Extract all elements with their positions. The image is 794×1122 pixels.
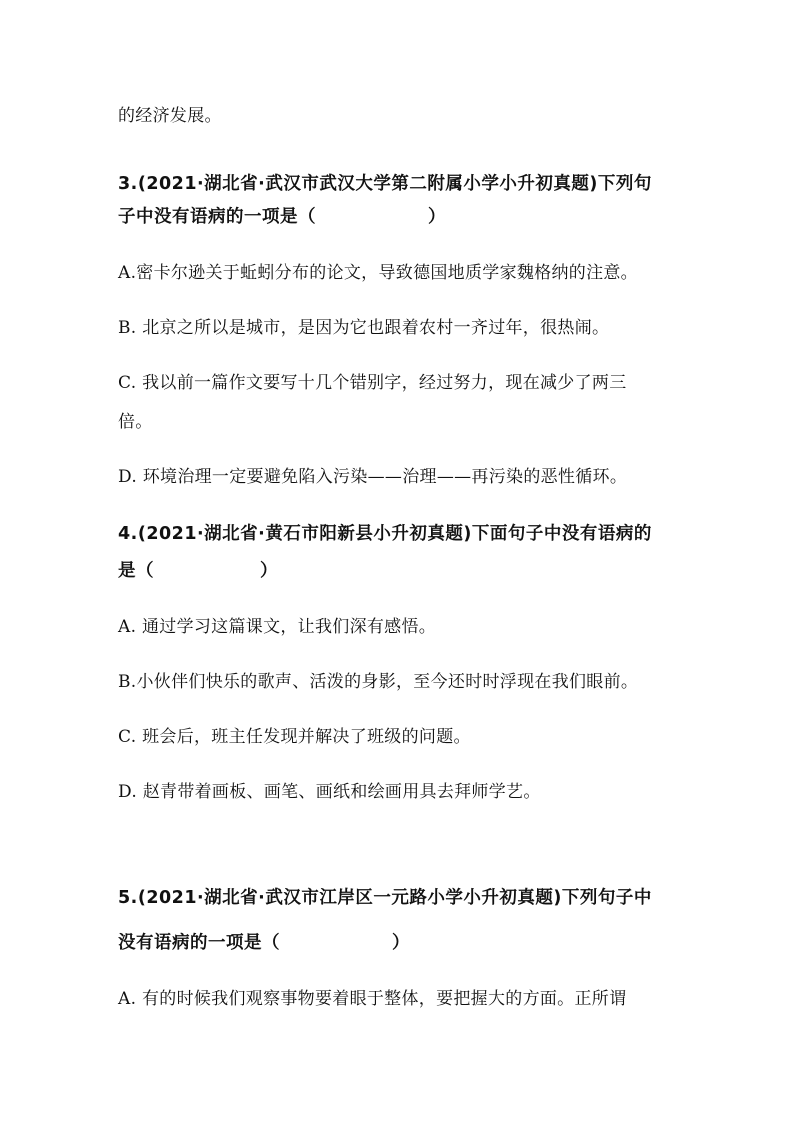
text-line-continuation: 的经济发展。 xyxy=(118,106,222,126)
question-3-stem-text: 子中没有语病的一项是（ xyxy=(118,207,316,227)
question-3-close-paren: ） xyxy=(428,207,446,227)
question-4-stem-line-2 xyxy=(118,559,718,583)
question-4-option-c: C. 班会后，班主任发现并解决了班级的问题。 xyxy=(118,727,471,747)
question-4-close-paren: ） xyxy=(260,561,278,581)
question-5-close-paren: ） xyxy=(392,933,410,953)
question-5-option-a: A. 有的时候我们观察事物要着眼于整体，要把握大的方面。正所谓 xyxy=(118,989,627,1009)
question-3-option-a: A.密卡尔逊关于蚯蚓分布的论文，导致德国地质学家魏格纳的注意。 xyxy=(118,263,638,283)
question-3-option-d: D. 环境治理一定要避免陷入污染——治理——再污染的恶性循环。 xyxy=(118,467,628,487)
question-3-option-c-line-2: 倍。 xyxy=(118,412,153,432)
question-4-option-b: B.小伙伴们快乐的歌声、活泼的身影，至今还时时浮现在我们眼前。 xyxy=(118,672,639,692)
question-3-option-c-line-1: C. 我以前一篇作文要写十几个错别字，经过努力，现在减少了两三 xyxy=(118,373,627,393)
question-5-stem-text: 没有语病的一项是（ xyxy=(118,933,280,953)
question-3-stem-line-1: 3.(2021·湖北省·武汉市武汉大学第二附属小学小升初真题)下列句 xyxy=(118,174,652,194)
question-4-option-d: D. 赵青带着画板、画笔、画纸和绘画用具去拜师学艺。 xyxy=(118,782,541,802)
question-4-stem-text: 是（ xyxy=(118,561,154,581)
question-4-option-a: A. 通过学习这篇课文，让我们深有感悟。 xyxy=(118,617,437,637)
question-3-stem-line-2 xyxy=(118,205,718,229)
question-4-stem-line-1: 4.(2021·湖北省·黄石市阳新县小升初真题)下面句子中没有语病的 xyxy=(118,524,652,544)
question-3-option-b: B. 北京之所以是城市，是因为它也跟着农村一齐过年，很热闹。 xyxy=(118,318,610,338)
question-5-stem-line-2 xyxy=(118,931,718,955)
question-5-stem-line-1: 5.(2021·湖北省·武汉市江岸区一元路小学小升初真题)下列句子中 xyxy=(118,888,652,908)
